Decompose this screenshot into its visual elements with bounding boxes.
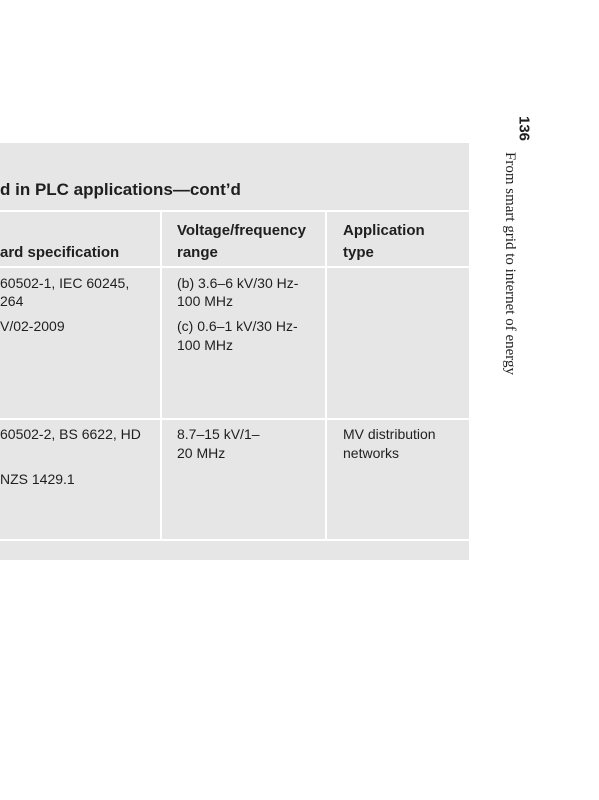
- row2-application-line1: MV distribution: [343, 426, 436, 442]
- row2-spec-line1: 60502-2, BS 6622, HD: [0, 426, 141, 442]
- row1-voltage-line2: 100 MHz: [177, 293, 234, 309]
- page-number: 136: [515, 115, 533, 142]
- header-voltage-line2: range: [177, 244, 218, 261]
- column-divider-2: [325, 211, 327, 540]
- row1-voltage-line3: (c) 0.6–1 kV/30 Hz-: [177, 318, 298, 334]
- header-specification: ard specification: [0, 244, 120, 261]
- row1-spec-line1: 60502-1, IEC 60245,: [0, 275, 130, 291]
- row-divider: [0, 418, 469, 420]
- header-top-divider: [0, 210, 469, 212]
- table-title: d in PLC applications—cont’d: [0, 180, 241, 199]
- column-divider-1: [160, 211, 162, 540]
- row2-voltage-line1: 8.7–15 kV/1–: [177, 426, 260, 442]
- running-header-title: From smart grid to internet of energy: [502, 152, 518, 376]
- table-bottom-divider: [0, 539, 469, 541]
- header-application-line2: type: [343, 244, 374, 261]
- row1-voltage-line4: 100 MHz: [177, 337, 234, 353]
- header-voltage-line1: Voltage/frequency: [177, 222, 306, 239]
- row1-spec-line3: V/02-2009: [0, 318, 65, 334]
- header-application-line1: Application: [343, 222, 425, 239]
- row1-voltage-line1: (b) 3.6–6 kV/30 Hz-: [177, 275, 299, 291]
- header-bottom-divider: [0, 266, 469, 268]
- row2-voltage-line2: 20 MHz: [177, 445, 226, 461]
- row2-spec-line2: NZS 1429.1: [0, 471, 75, 487]
- table-panel: [0, 143, 469, 560]
- row2-application-line2: networks: [343, 445, 400, 461]
- row1-spec-line2: 264: [0, 293, 24, 309]
